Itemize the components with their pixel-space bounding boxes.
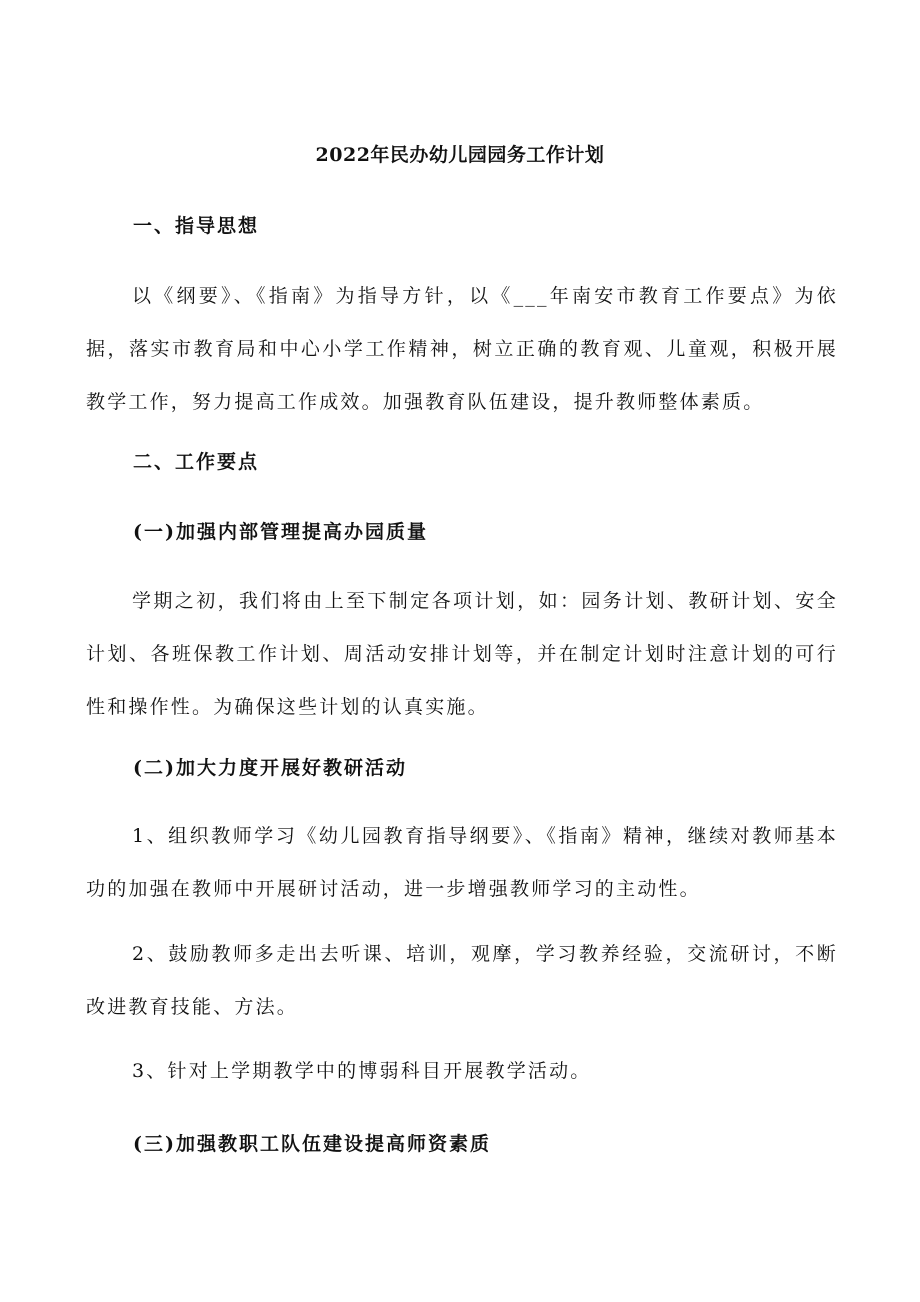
paragraph-research-item-3: 3、针对上学期教学中的博弱科目开展教学活动。 — [132, 1060, 592, 1082]
subsection-heading-staff-building: (三)加强教职工队伍建设提高师资素质 — [133, 1133, 491, 1155]
paragraph-internal-management: 学期之初，我们将由上至下制定各项计划，如：园务计划、教研计划、安全计划、各班保教工作计划、周活动安排计划等，并在制定计划时注意计划的可行性和操作性。为确保这些计划的认真实施。 — [86, 590, 838, 718]
paragraph-research-item-2: 2、鼓励教师多走出去听课、培训，观摩，学习教养经验，交流研讨，不断改进教育技能、方法。 — [86, 943, 838, 1018]
section-heading-work-points: 二、工作要点 — [133, 451, 260, 473]
subsection-heading-internal-management: (一)加强内部管理提高办园质量 — [133, 521, 428, 543]
paragraph-research-item-1: 1、组织教师学习《幼儿园教育指导纲要》、《指南》精神，继续对教师基本功的加强在教师中开展研讨活动，进一步增强教师学习的主动性。 — [86, 825, 838, 900]
paragraph-guiding-ideology: 以《纲要》、《指南》为指导方针，以《___年南安市教育工作要点》为依据，落实市教育局和中心小学工作精神，树立正确的教育观、儿童观，积极开展教学工作，努力提高工作成效。加强教育队伍建设，提升教师整体素质。 — [86, 285, 838, 413]
document-title: 2022年民办幼儿园园务工作计划 — [315, 144, 605, 166]
subsection-heading-teaching-research: (二)加大力度开展好教研活动 — [133, 757, 407, 779]
section-heading-guiding-ideology: 一、指导思想 — [133, 215, 260, 237]
